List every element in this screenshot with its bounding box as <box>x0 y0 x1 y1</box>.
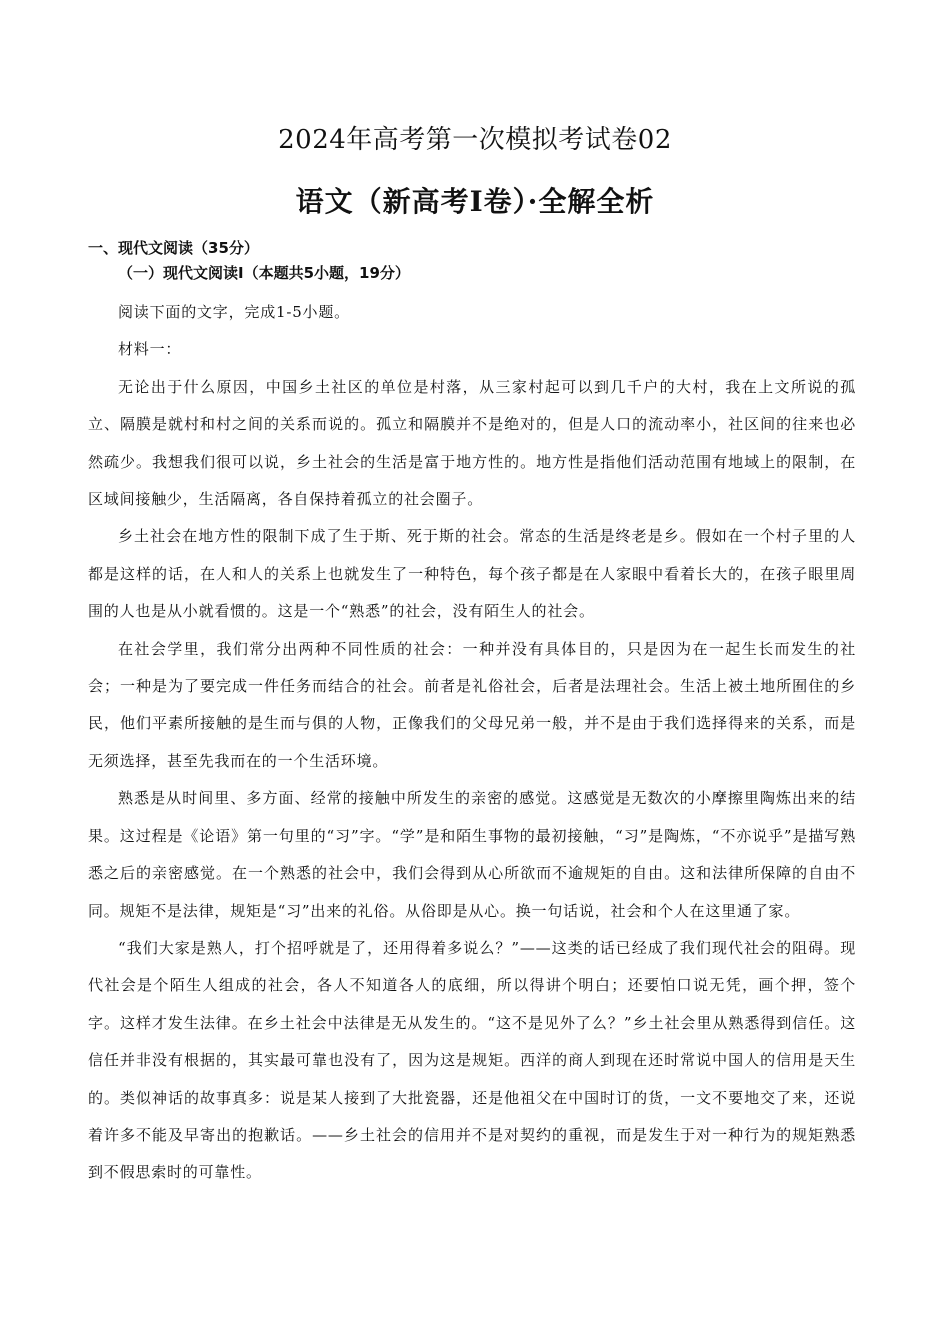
reading-passage <box>88 294 856 1192</box>
passage-paragraph: 在社会学里，我们常分出两种不同性质的社会：一种并没有具体目的，只是因为在一起生长而发生的社会；一种是为了要完成一件任务而结合的社会。前者是礼俗社会，后者是法理社会。生活上被土地所囿住的乡民，他们平素所接触的是生而与俱的人物，正像我们的父母兄弟一般，并不是由于我们选择得来的关系，而是无须选择，甚至先我而在的一个生活环境。 <box>88 639 856 770</box>
exam-subtitle: 语文（新高考Ⅰ卷）·全解全析 <box>295 185 655 218</box>
passage-paragraph: “我们大家是熟人，打个招呼就是了，还用得着多说么？”——这类的话已经成了我们现代社会的阻碍。现代社会是个陌生人组成的社会，各人不知道各人的底细，所以得讲个明白；还要怕口说无凭，画个押，签个字。这样才发生法律。在乡土社会中法律是无从发生的。“这不是见外了么？”乡土社会里从熟悉得到信任。这信任并非没有根据的，其实最可靠也没有了，因为这是规矩。西洋的商人到现在还时常说中国人的信用是天生的。类似神话的故事真多：说是某人接到了大批瓷器，还是他祖父在中国时订的货，一文不要地交了来，还说着许多不能及早寄出的抱歉话。——乡土社会的信用并不是对契约的重视，而是发生于对一种行为的规矩熟悉到不假思索时的可靠性。 <box>88 938 856 1182</box>
subsection-heading: （一）现代文阅读Ⅰ（本题共5小题，19分） <box>118 264 410 282</box>
section-heading: 一、现代文阅读（35分） <box>88 239 259 257</box>
passage-paragraph: 熟悉是从时间里、多方面、经常的接触中所发生的亲密的感觉。这感觉是无数次的小摩擦里陶炼出来的结果。这过程是《论语》第一句里的“习”字。“学”是和陌生事物的最初接触，“习”是陶炼，“不亦说乎”是描写熟悉之后的亲密感觉。在一个熟悉的社会中，我们会得到从心所欲而不逾规矩的自由。这和法律所保障的自由不同。规矩不是法律，规矩是“习”出来的礼俗。从俗即是从心。换一句话说，社会和个人在这里通了家。 <box>88 789 856 920</box>
passage-paragraph: 无论出于什么原因，中国乡土社区的单位是村落，从三家村起可以到几千户的大村，我在上文所说的孤立、隔膜是就村和村之间的关系而说的。孤立和隔膜并不是绝对的，但是人口的流动率小，社区间的往来也必然疏少。我想我们很可以说，乡土社会的生活是富于地方性的。地方性是指他们活动范围有地域上的限制，在区域间接触少，生活隔离，各自保持着孤立的社会圈子。 <box>88 377 856 509</box>
exam-title: 2024年高考第一次模拟考试卷02 <box>278 125 672 155</box>
material-label: 材料一： <box>118 340 182 359</box>
instruction-text: 阅读下面的文字，完成1-5小题。 <box>118 303 350 321</box>
passage-paragraph: 乡土社会在地方性的限制下成了生于斯、死于斯的社会。常态的生活是终老是乡。假如在一个村子里的人都是这样的话，在人和人的关系上也就发生了一种特色，每个孩子都是在人家眼中看着长大的，在孩子眼里周围的人也是从小就看惯的。这是一个“熟悉”的社会，没有陌生人的社会。 <box>88 527 856 621</box>
